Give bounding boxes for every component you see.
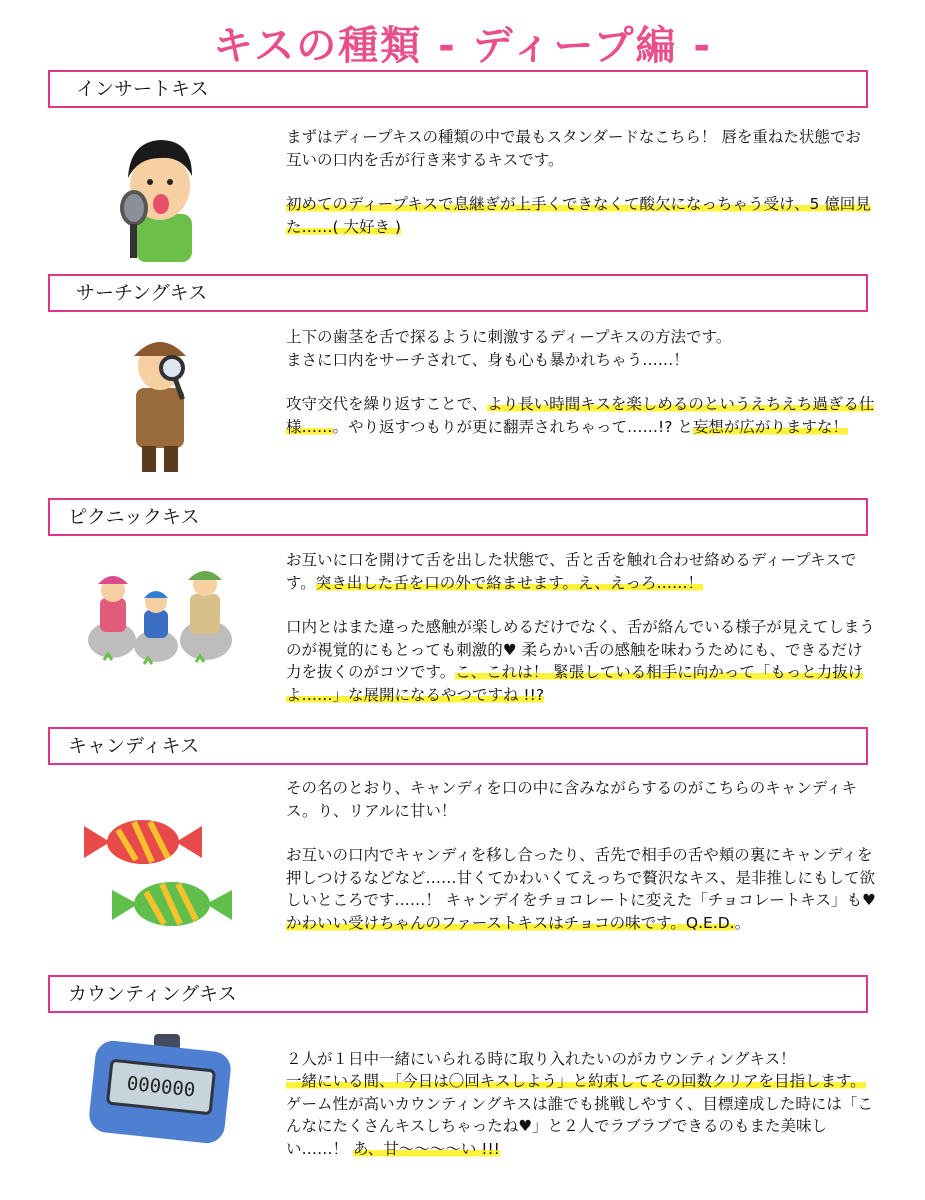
picnic-family-icon xyxy=(84,560,234,668)
section-body-candy-kiss: その名のとおり、キャンディを口の中に含みながらするのがこちらのキャンディキス。り、リアルに甘い！ お互いの口内でキャンディを移し合ったり、舌先で相手の舌や頬の裏にキャンディを押しつけるなどなど……甘くてかわいくてえっちで贅沢なキス、是非推しにもして欲しいところです……！ キャンデイをチョコレートに変えた「チョコレートキス」も♥ かわいい受けちゃんのファーストキスはチョコの味です。Q.E.D.。 xyxy=(286,779,876,932)
section-heading-insert-kiss: インサートキス xyxy=(48,70,868,108)
section-body-counting-kiss: ２人が１日中一緒にいられる時に取り入れたいのがカウンティングキス！ 一緒にいる間、「今日は〇回キスしよう」と約束してその回数クリアを目指します。 ゲーム性が高いカウンティングキスは誰でも挑戦しやすく、目標達成した時には「こんなにたくさんキスしちゃったね♥」と２人でラブラブできるのもまた美味しい……！ あ、甘〜〜〜〜い !!! xyxy=(286,1049,873,1158)
section-body-insert-kiss: まずはディープキスの種類の中で最もスタンダードなこちら！ 唇を重ねた状態でお互いの口内を舌が行き来するキスです。 初めてのディープキスで息継ぎが上手くできなくて酸欠になっちゃう受け、5 億回見た……( 大好き ) xyxy=(286,128,871,236)
tongue-mirror-boy-icon xyxy=(108,128,208,264)
counter-icon xyxy=(92,1034,232,1142)
counter-display: 000000 xyxy=(106,1059,216,1116)
section-body-picnic-kiss: お互いに口を開けて舌を出した状態で、舌と舌を触れ合わせ絡めるディープキスです。突き出した舌を口の外で絡ませます。え、えっろ……！ 口内とはまた違った感触が楽しめるだけでなく、舌が絡んでいる様子が見えてしまうのが視覚的にもとっても刺激的♥ 柔らかい舌の感触を味わうためにも、できるだけ力を抜くのがコツです。こ、これは！ 緊張している相手に向かって「もっと力抜けよ……」な展開になるやつですね !!? xyxy=(286,551,875,704)
candy-icon xyxy=(84,808,236,932)
page-title: キスの種類 - ディープ編 - xyxy=(213,23,712,69)
section-heading-searching-kiss: サーチングキス xyxy=(48,274,868,312)
section-heading-counting-kiss: カウンティングキス xyxy=(48,975,868,1013)
section-heading-candy-kiss: キャンディキス xyxy=(48,727,868,765)
section-heading-picnic-kiss: ピクニックキス xyxy=(48,498,868,536)
detective-magnifier-icon xyxy=(120,326,200,482)
section-body-searching-kiss: 上下の歯茎を舌で探るように刺激するディープキスの方法です。 まさに口内をサーチされて、身も心も暴かれちゃう……！ 攻守交代を繰り返すことで、より長い時間キスを楽しめるのというえちえち過ぎる仕様……。やり返すつもりが更に翻弄されちゃって……!? と妄想が広がりますな！ xyxy=(286,328,875,436)
